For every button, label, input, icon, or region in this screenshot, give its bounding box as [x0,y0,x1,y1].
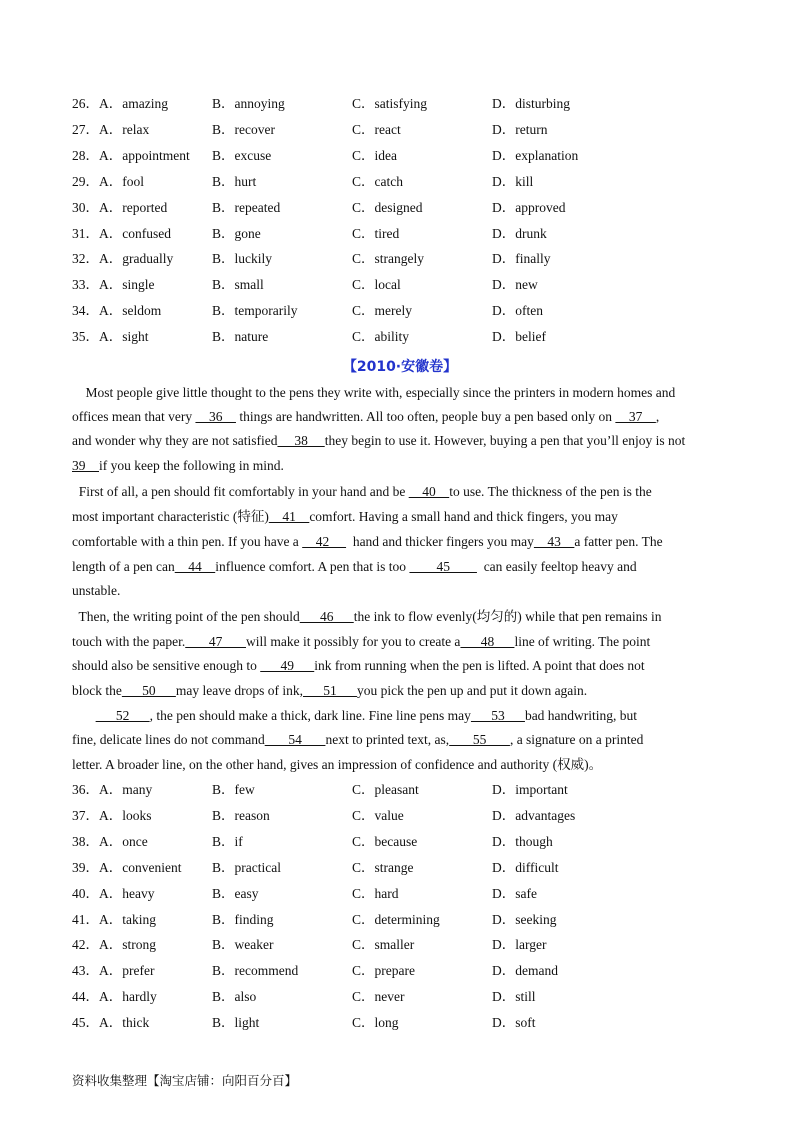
passage-line [72,632,650,652]
option-d: D．though [492,833,553,849]
option-d: D．still [492,989,536,1005]
option-b: B．recover [212,121,275,137]
option-a: 26．A．amazing [72,96,168,111]
passage-line [72,581,120,601]
option-c: C．react [352,121,401,137]
option-a: 45．A．thick [72,1015,150,1031]
passage-line [72,607,662,627]
option-d: D．safe [492,885,537,901]
passage-text: length of a pen can [72,559,175,574]
passage-text: influence comfort. A pen that is too [215,559,410,574]
option-c: C．strange [352,859,414,875]
option-b: B．excuse [212,147,272,163]
passage-text: things are handwritten. All too often, people buy a pen based only on [235,409,616,424]
option-c: C．never [352,989,405,1005]
passage-line [72,507,618,527]
passage-line [72,407,659,427]
passage-text [72,708,96,723]
passage-line [72,656,645,676]
option-b: B．luckily [212,251,272,267]
option-d: D．belief [492,329,546,345]
option-c: C．because [352,833,418,849]
option-a: 32．A．gradually [72,251,174,267]
option-b: B．few [212,782,255,797]
passage-text: , a signature on a printed [509,732,644,747]
option-d: D．drunk [492,225,547,241]
option-b: B．hurt [212,173,257,189]
passage-text: bad handwriting, but [524,708,638,723]
passage-text: the ink to flow evenly(均匀的) while that pen remains in [353,609,662,624]
option-d: D．disturbing [492,96,571,111]
option-b: B．reason [212,807,270,823]
answer-blank: 37 [615,409,656,424]
passage-text: will make it possibly for you to create a [245,634,461,649]
option-b: B．temporarily [212,303,298,319]
option-d: D．advantages [492,807,576,823]
answer-blank: 47 [185,634,246,649]
passage-text: fine, delicate lines do not command [72,732,265,747]
passage-text: to use. The thickness of the pen is the [449,484,652,499]
passage-text: can easily feeltop heavy and [476,559,637,574]
option-b: B．repeated [212,199,281,215]
option-a: 29．A．fool [72,173,144,189]
option-d: D．new [492,277,538,293]
option-c: C．strangely [352,251,424,267]
answer-blank: 43 [533,534,575,549]
passage-line [72,383,675,403]
passage-text: First of all, a pen should fit comfortably in your hand and be [72,484,409,499]
option-d: D．kill [492,173,534,189]
option-a: 36．A．many [72,782,153,797]
passage-text: ink from running when the pen is lifted. A point that does not [314,658,645,673]
option-b: B．easy [212,885,259,901]
option-d: D．important [492,782,568,797]
option-a: 42．A．strong [72,937,156,953]
passage-text: comfortable with a thin pen. If you have a [72,534,303,549]
passage-text: , the pen should make a thick, dark line. Fine line pens may [149,708,471,723]
option-c: C．pleasant [352,782,419,797]
answer-blank: 42 [302,534,347,549]
option-c: C．value [352,807,404,823]
passage-text: and wonder why they are not satisfied [72,433,278,448]
passage-text: hand and thicker fingers you may [346,534,534,549]
option-c: C．ability [352,329,409,345]
answer-blank: 46 [299,609,354,624]
answer-blank: 55 [449,732,510,747]
option-b: B．nature [212,329,269,345]
option-d: D．often [492,303,543,319]
option-c: C．satisfying [352,96,428,111]
option-c: C．idea [352,147,397,163]
passage-line [72,557,637,577]
answer-blank: 54 [264,732,326,747]
passage-text: Then, the writing point of the pen should [72,609,300,624]
option-d: D．finally [492,251,551,267]
option-c: C．catch [352,173,403,189]
passage-text: , [655,409,660,424]
option-a: 40．A．heavy [72,885,155,901]
passage-text: offices mean that very [72,409,196,424]
option-d: D．approved [492,199,566,215]
option-a: 33．A．single [72,277,155,293]
answer-blank: 51 [302,683,357,698]
option-a: 35．A．sight [72,329,149,345]
answer-blank: 36 [195,409,236,424]
answer-blank: 45 [409,559,477,574]
passage-text: they begin to use it. However, buying a pen that you’ll enjoy is not [324,433,686,448]
option-b: B．annoying [212,96,285,111]
option-a: 28．A．appointment [72,147,190,163]
footer-note: 资料收集整理【淘宝店铺：向阳百分百】 [72,1073,298,1088]
passage-text: may leave drops of ink, [175,683,303,698]
option-b: B．if [212,833,243,849]
option-a: 38．A．once [72,833,148,849]
option-a: 43．A．prefer [72,963,155,979]
passage-text: most important characteristic (特征) [72,509,269,524]
passage-line [72,456,284,476]
answer-blank: 50 [121,683,176,698]
answer-blank: 48 [460,634,515,649]
option-b: B．gone [212,225,261,241]
passage-line [72,431,685,451]
option-b: B．light [212,1015,260,1031]
option-c: C．hard [352,885,399,901]
option-b: B．practical [212,859,281,875]
option-a: 39．A．convenient [72,859,182,875]
option-b: B．finding [212,911,274,927]
option-d: D．return [492,121,548,137]
option-c: C．tired [352,225,400,241]
answer-blank: 49 [260,658,315,673]
passage-text: comfort. Having a small hand and thick fingers, you may [309,509,618,524]
passage-text: line of writing. The point [514,634,651,649]
passage-text: touch with the paper. [72,634,186,649]
option-c: C．local [352,277,401,293]
option-d: D．explanation [492,147,579,163]
passage-line [72,706,637,726]
option-a: 30．A．reported [72,199,168,215]
option-b: B．recommend [212,963,299,979]
answer-blank: 38 [277,433,325,448]
option-d: D．demand [492,963,558,979]
answer-blank: 44 [174,559,216,574]
passage-line [72,532,663,552]
passage-line [72,681,587,701]
passage-text: a fatter pen. The [574,534,663,549]
option-a: 31．A．confused [72,225,171,241]
option-c: C．determining [352,911,440,927]
passage-line [72,755,602,775]
option-c: C．smaller [352,937,415,953]
option-d: D．difficult [492,859,559,875]
passage-text: next to printed text, as, [325,732,450,747]
passage-text: if you keep the following in mind. [99,458,284,473]
option-c: C．merely [352,303,412,319]
passage-text: letter. A broader line, on the other hand, gives an impression of confidence and authority (权威)。 [72,757,603,772]
option-d: D．seeking [492,911,557,927]
option-c: C．long [352,1015,399,1031]
option-a: 34．A．seldom [72,303,162,319]
passage-text: should also be sensitive enough to [72,658,261,673]
option-b: B．weaker [212,937,274,953]
option-d: D．soft [492,1015,536,1031]
option-d: D．larger [492,937,547,953]
answer-blank: 41 [268,509,310,524]
answer-blank: 52 [95,708,150,723]
option-c: C．designed [352,199,423,215]
option-a: 27．A．relax [72,121,150,137]
answer-blank: 53 [470,708,525,723]
passage-text: unstable. [72,583,121,598]
option-a: 44．A．hardly [72,989,157,1005]
option-b: B．also [212,989,257,1005]
answer-blank: 39 [72,458,99,473]
option-c: C．prepare [352,963,415,979]
passage-text: you pick the pen up and put it down again. [356,683,588,698]
passage-text: Most people give little thought to the pens they write with, especially since the printers in modern homes and [72,385,676,400]
passage-line [72,730,643,750]
passage-line [72,482,652,502]
passage-text: block the [72,683,122,698]
answer-blank: 40 [408,484,450,499]
option-a: 37．A．looks [72,807,152,823]
option-b: B．small [212,277,264,293]
section-heading: 【2010·安徽卷】 [342,359,458,375]
option-a: 41．A．taking [72,911,156,927]
